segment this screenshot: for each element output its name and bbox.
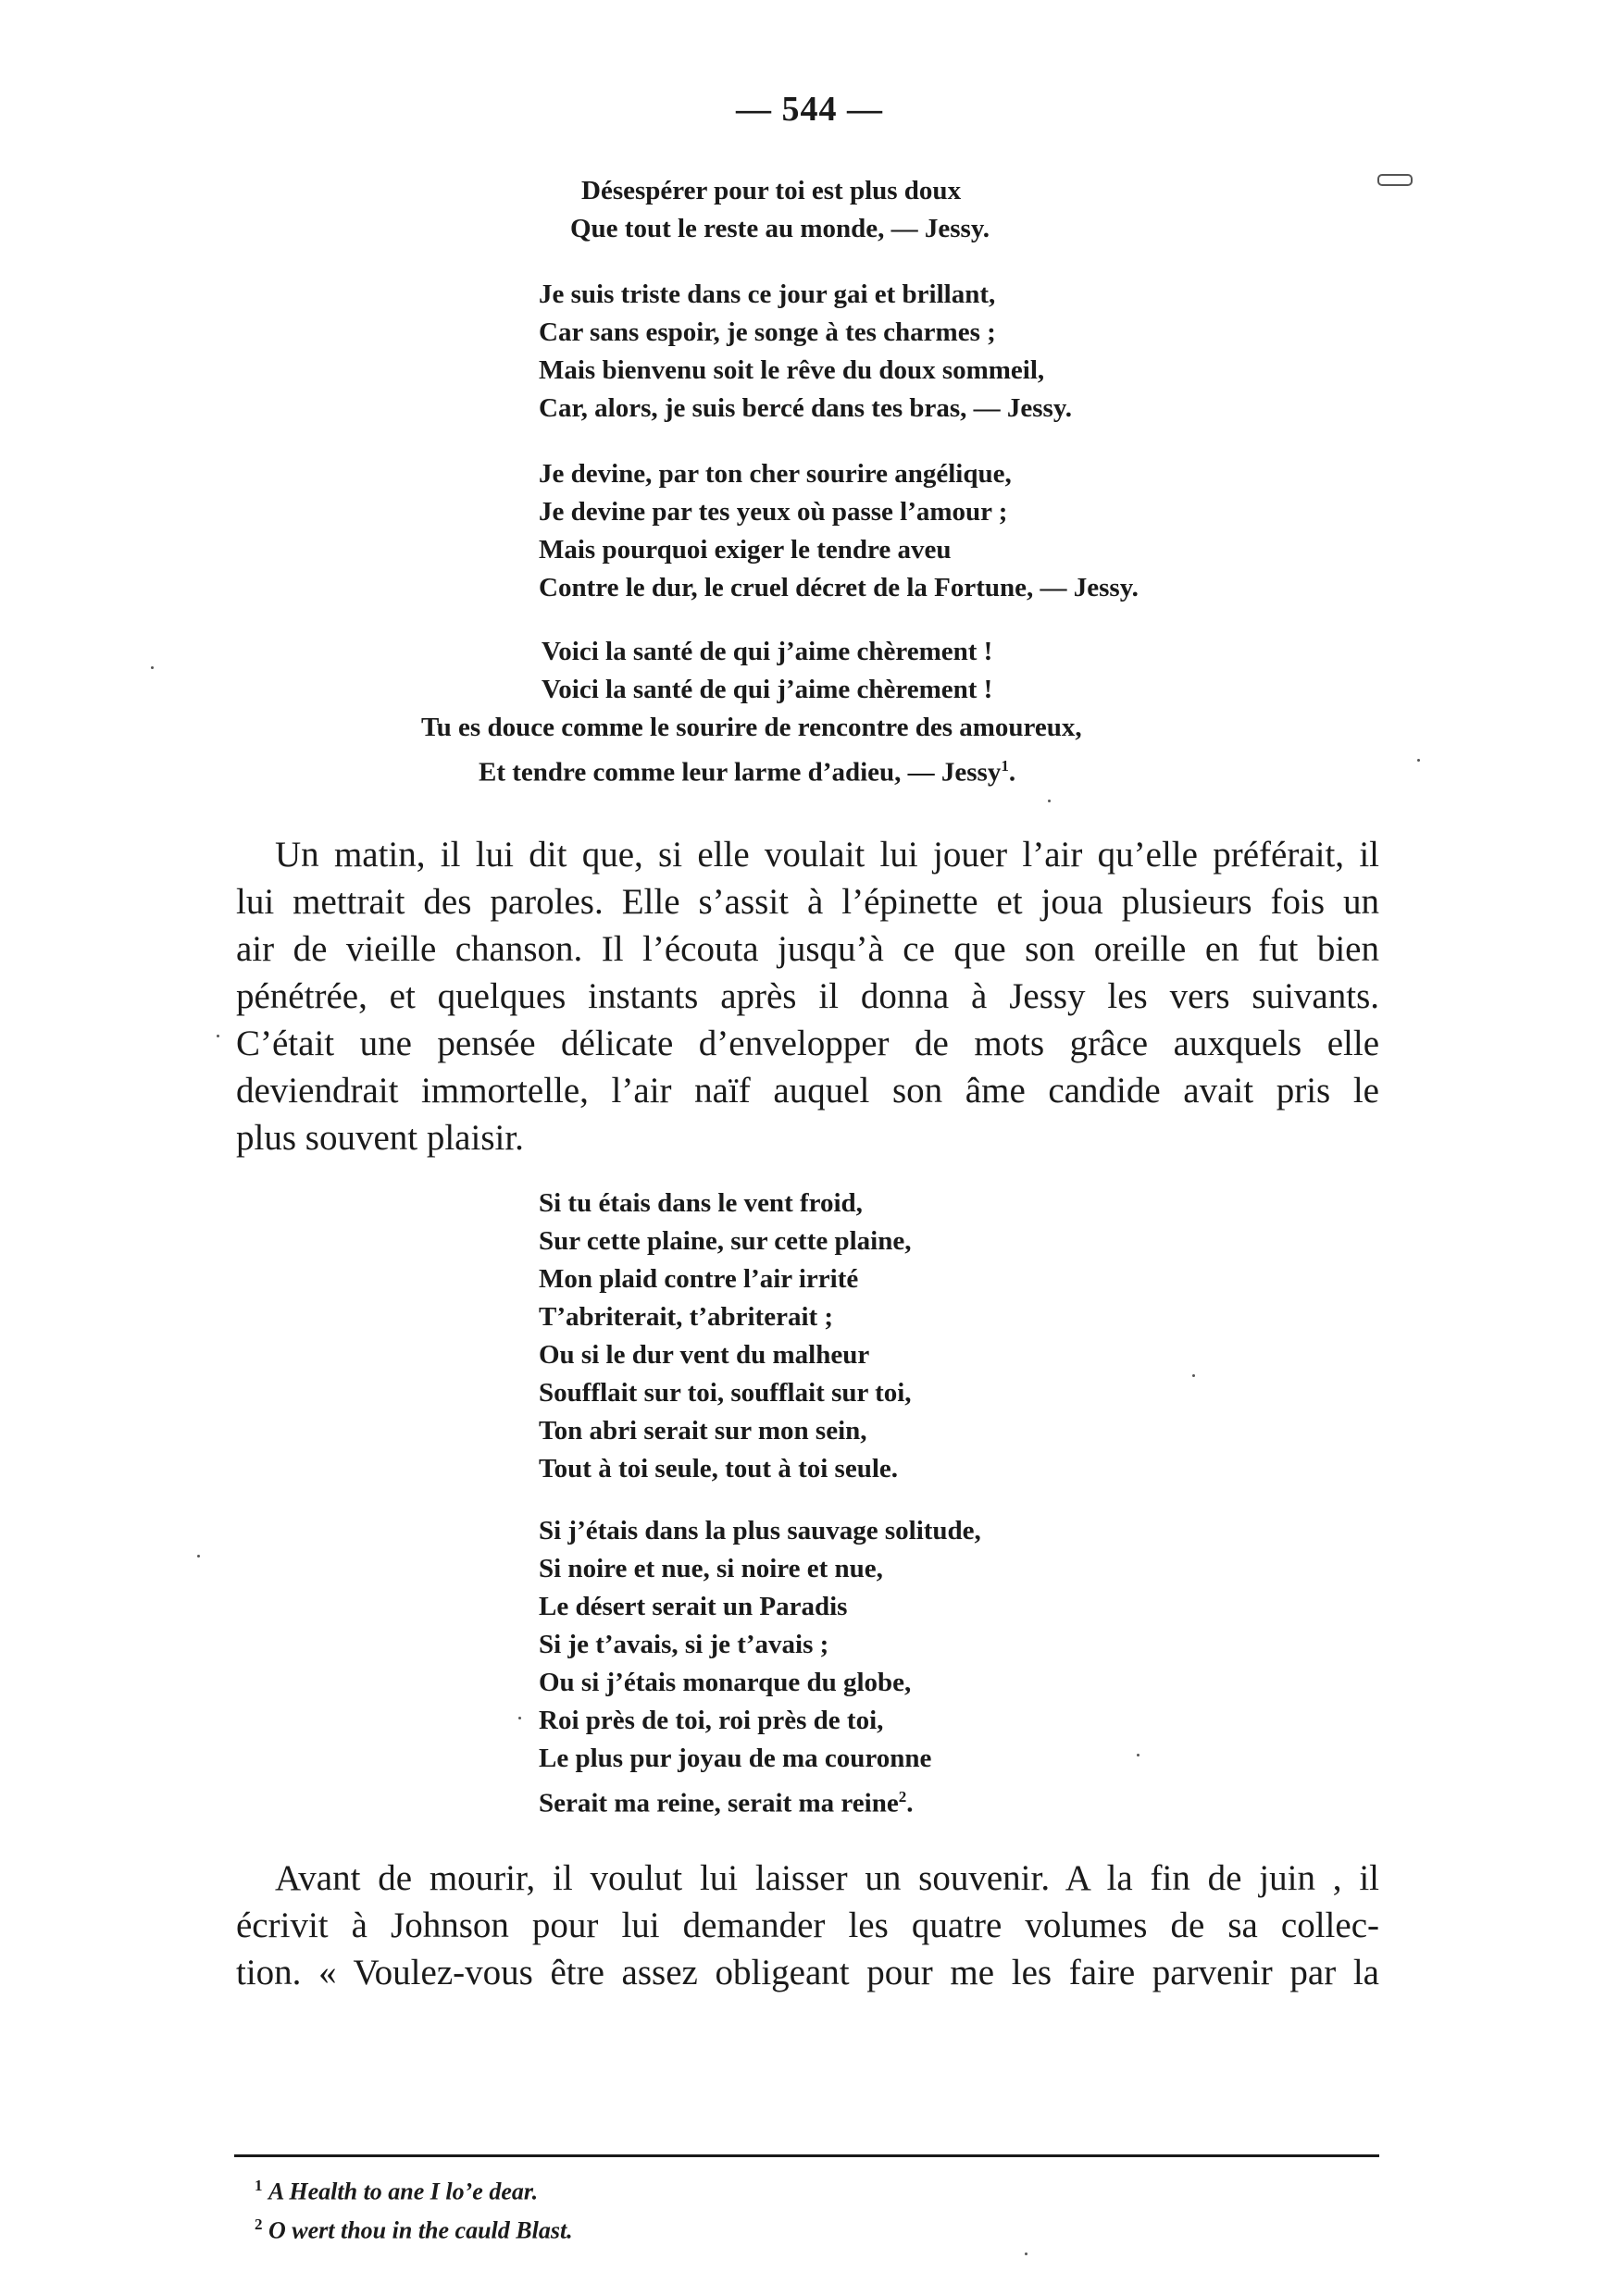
verse-line: Soufflait sur toi, soufflait sur toi,	[539, 1378, 912, 1408]
text-line: deviendrait immortelle, l’air naïf auquel son âme candide avait pris le	[236, 1071, 1379, 1111]
scan-speck	[197, 1555, 200, 1558]
verse-line: Si je t’avais, si je t’avais ;	[539, 1630, 829, 1659]
body-paragraph	[236, 831, 1379, 1161]
scan-speck	[217, 1035, 219, 1037]
verse-line: Mon plaid contre l’air irrité	[539, 1264, 859, 1294]
verse-text: Et tendre comme leur larme d’adieu, — Jessy	[479, 757, 1002, 788]
verse-line: Ou si j’étais monarque du globe,	[539, 1668, 912, 1697]
text-line: air de vieille chanson. Il l’écouta jusqu’à ce que son oreille en fut bien	[236, 929, 1379, 969]
footnote-mark: 2	[255, 2215, 263, 2233]
text-line: Avant de mourir, il voulut lui laisser un souvenir. A la fin de juin , il	[275, 1858, 1379, 1898]
footnote-mark: 1	[255, 2177, 263, 2194]
verse-line: Tout à toi seule, tout à toi seule.	[539, 1454, 899, 1483]
verse-line: T’abriterait, t’abriterait ;	[539, 1302, 834, 1332]
scan-speck	[518, 1717, 521, 1719]
verse-line: Voici la santé de qui j’aime chèrement !	[542, 675, 993, 704]
verse-line: Contre le dur, le cruel décret de la Fortune, — Jessy.	[539, 573, 1139, 602]
verse-line: Voici la santé de qui j’aime chèrement !	[542, 637, 993, 666]
verse-line: Ou si le dur vent du malheur	[539, 1340, 870, 1370]
poem-stanza	[539, 455, 1139, 607]
text-line: tion. « Voulez-vous être assez obligeant pour me les faire parvenir par la	[236, 1953, 1379, 1992]
poem-stanza	[421, 633, 1082, 792]
footnote	[255, 2177, 538, 2206]
footnote-ref: 1	[1001, 757, 1009, 775]
scan-speck	[151, 666, 154, 669]
poem-stanza	[539, 276, 1072, 428]
page-number: — 544 —	[736, 90, 883, 129]
text-line: Un matin, il lui dit que, si elle voulait lui jouer l’air qu’elle préférait, il	[275, 835, 1379, 875]
footnote-rule	[234, 2154, 1379, 2157]
scan-speck	[1417, 759, 1420, 762]
verse-line: Car, alors, je suis bercé dans tes bras, — Jessy.	[539, 393, 1072, 423]
footnote-text: O wert thou in the cauld Blast.	[268, 2216, 573, 2244]
verse-line: Désespérer pour toi est plus doux	[581, 176, 962, 205]
footnote-text: A Health to ane I lo’e dear.	[268, 2178, 539, 2205]
scan-speck	[1025, 2253, 1027, 2255]
scan-speck	[1192, 1374, 1195, 1377]
verse-line: Si noire et nue, si noire et nue,	[539, 1554, 883, 1583]
text-line: lui mettrait des paroles. Elle s’assit à l’épinette et joua plusieurs fois un	[236, 882, 1379, 922]
verse-line: Je devine par tes yeux où passe l’amour ;	[539, 497, 1008, 527]
text-line: C’était une pensée délicate d’envelopper de mots grâce auxquels elle	[236, 1024, 1379, 1063]
poem-stanza	[539, 1185, 912, 1488]
text-line: écrivit à Johnson pour lui demander les quatre volumes de sa collec-	[236, 1905, 1379, 1945]
verse-line: Mais pourquoi exiger le tendre aveu	[539, 535, 952, 565]
verse-line: Serait ma reine, serait ma reine$^2$.	[539, 1788, 914, 1818]
scan-smudge	[1377, 174, 1413, 186]
footnote	[255, 2215, 573, 2245]
verse-line: Que tout le reste au monde, — Jessy.	[570, 214, 990, 243]
scan-speck	[1137, 1754, 1140, 1756]
scan-speck	[1048, 800, 1051, 802]
verse-line: Mais bienvenu soit le rêve du doux sommeil,	[539, 355, 1045, 385]
verse-line: Ton abri serait sur mon sein,	[539, 1416, 867, 1446]
footnote-ref: 2	[898, 1788, 907, 1806]
poem-stanza	[539, 1512, 981, 1823]
verse-line: Et tendre comme leur larme d’adieu, — Jessy$^1$.	[479, 757, 1016, 788]
verse-line: Le plus pur joyau de ma couronne	[539, 1744, 932, 1773]
verse-line: Je suis triste dans ce jour gai et brillant,	[539, 279, 996, 309]
verse-line: Roi près de toi, roi près de toi,	[539, 1706, 884, 1735]
verse-line: Car sans espoir, je songe à tes charmes ;	[539, 317, 996, 347]
verse-line: Si tu étais dans le vent froid,	[539, 1188, 863, 1218]
text-line: pénétrée, et quelques instants après il donna à Jessy les vers suivants.	[236, 976, 1379, 1016]
verse-text: Serait ma reine, serait ma reine	[539, 1788, 899, 1818]
verse-line: Si j’étais dans la plus sauvage solitude,	[539, 1516, 981, 1545]
verse-line: Le désert serait un Paradis	[539, 1592, 848, 1621]
text-line: plus souvent plaisir.	[236, 1118, 524, 1158]
verse-line: Je devine, par ton cher sourire angélique,	[539, 459, 1012, 489]
poem-stanza	[570, 172, 990, 248]
body-paragraph	[236, 1855, 1379, 1996]
verse-line: Tu es douce comme le sourire de rencontre des amoureux,	[421, 713, 1082, 742]
verse-line: Sur cette plaine, sur cette plaine,	[539, 1226, 912, 1256]
